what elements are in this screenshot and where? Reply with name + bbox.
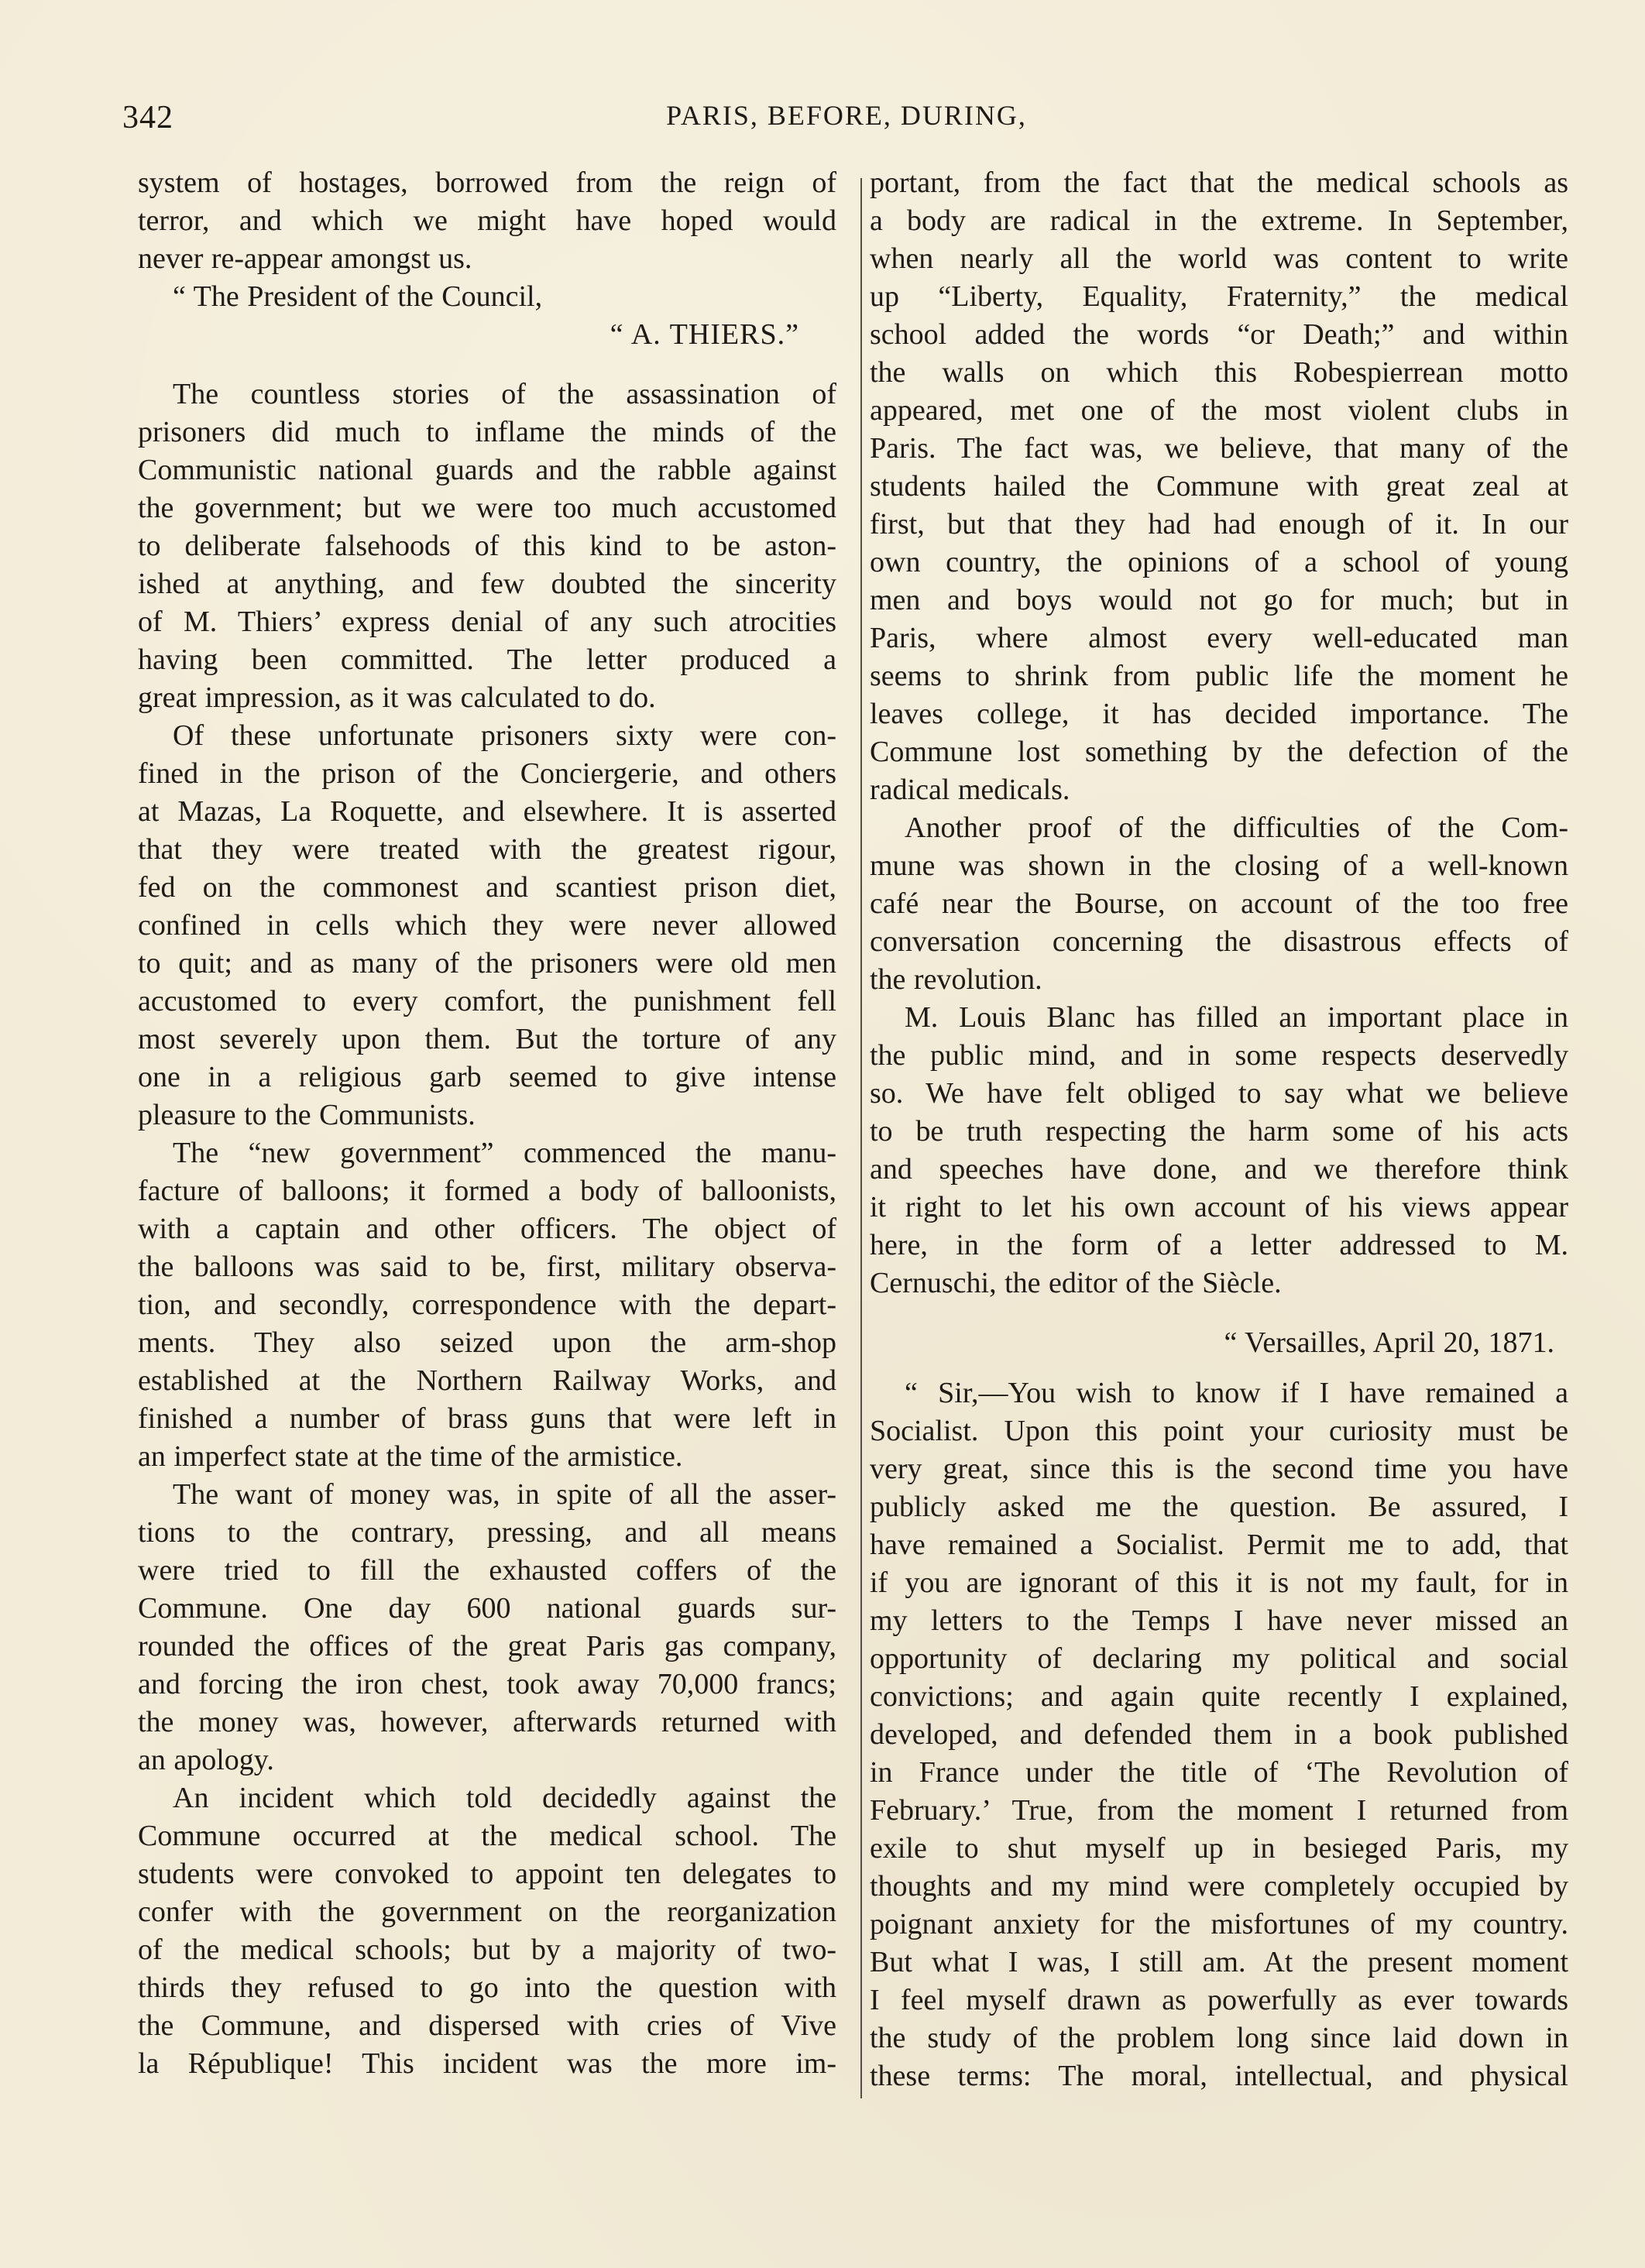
text-line: radical medicals.: [870, 774, 1070, 806]
text-line: established at the Northern Railway Works, and: [138, 1364, 836, 1397]
text-line: café near the Bourse, on account of the too free: [870, 887, 1568, 920]
text-line: my letters to the Temps I have never missed an: [870, 1604, 1568, 1637]
text-line: if you are ignorant of this it is not my fault, for in: [870, 1566, 1568, 1599]
text-line: terror, and which we might have hoped would: [138, 204, 836, 237]
text-line: that they were treated with the greatest rigour,: [138, 833, 836, 866]
text-line: these terms: The moral, intellectual, and physical: [870, 2060, 1568, 2092]
text-line: Commune occurred at the medical school. The: [138, 1820, 836, 1852]
text-line: The “new government” commenced the manu-: [173, 1137, 836, 1169]
text-line: pleasure to the Communists.: [138, 1099, 476, 1131]
page-number: 342: [122, 100, 173, 136]
text-line: the study of the problem long since laid down in: [870, 2022, 1568, 2054]
text-line: tions to the contrary, pressing, and all means: [138, 1516, 836, 1549]
text-line: the money was, however, afterwards returned with: [138, 1706, 836, 1738]
text-line: school added the words “or Death;” and within: [870, 318, 1568, 351]
text-line: thirds they refused to go into the question with: [138, 1971, 836, 2004]
text-line: prisoners did much to inflame the minds of the: [138, 416, 836, 448]
text-line: “ The President of the Council,: [173, 280, 543, 313]
text-line: of the medical schools; but by a majority of two-: [138, 1933, 836, 1966]
column-divider: [860, 178, 862, 2098]
text-line: have remained a Socialist. Permit me to add, that: [870, 1529, 1568, 1561]
text-line: poignant anxiety for the misfortunes of my country.: [870, 1908, 1568, 1940]
text-line: men and boys would not go for much; but in: [870, 584, 1568, 616]
text-line: the balloons was said to be, first, military observa-: [138, 1251, 836, 1283]
text-line: conversation concerning the disastrous effects of: [870, 925, 1568, 958]
text-line: so. We have felt obliged to say what we believe: [870, 1077, 1568, 1110]
text-line: fed on the commonest and scantiest prison diet,: [138, 871, 836, 904]
text-line: ished at anything, and few doubted the sincerity: [138, 568, 836, 600]
text-line: Communistic national guards and the rabble against: [138, 454, 836, 486]
text-line: facture of balloons; it formed a body of balloonists,: [138, 1175, 836, 1207]
text-line: the Commune, and dispersed with cries of Vive: [138, 2009, 836, 2042]
text-line: seems to shrink from public life the moment he: [870, 660, 1568, 692]
text-line: an imperfect state at the time of the armistice.: [138, 1440, 683, 1473]
text-line: portant, from the fact that the medical schools as: [870, 166, 1568, 199]
text-line: la République! This incident was the more im-: [138, 2047, 836, 2080]
text-line: I feel myself drawn as powerfully as ever towards: [870, 1984, 1568, 2016]
text-line: of M. Thiers’ express denial of any such atrocities: [138, 606, 836, 638]
text-line: system of hostages, borrowed from the reign of: [138, 166, 836, 199]
left-text-column: [138, 164, 836, 2115]
text-line: never re-appear amongst us.: [138, 242, 472, 275]
text-line: very great, since this is the second time you have: [870, 1453, 1568, 1485]
text-line: “ Versailles, April 20, 1871.: [1224, 1326, 1554, 1359]
text-line: Cernuschi, the editor of the Siècle.: [870, 1267, 1282, 1299]
text-line: fined in the prison of the Conciergerie, and others: [138, 757, 836, 790]
text-line: the government; but we were too much accustomed: [138, 492, 836, 524]
text-line: Commune. One day 600 national guards sur-: [138, 1592, 836, 1625]
text-line: Commune lost something by the defection of the: [870, 736, 1568, 768]
text-line: accustomed to every comfort, the punishment fell: [138, 985, 836, 1017]
text-line: at Mazas, La Roquette, and elsewhere. It is asserted: [138, 795, 836, 828]
text-line: An incident which told decidedly against the: [173, 1782, 836, 1814]
running-title: PARIS, BEFORE, DURING,: [666, 100, 1027, 131]
text-line: to quit; and as many of the prisoners were old men: [138, 947, 836, 980]
text-line: Another proof of the difficulties of the Com-: [905, 811, 1568, 844]
text-line: to deliberate falsehoods of this kind to be aston-: [138, 530, 836, 562]
text-line: “ A. THIERS.”: [610, 318, 799, 351]
text-line: appeared, met one of the most violent clubs in: [870, 394, 1568, 427]
text-line: opportunity of declaring my political and social: [870, 1642, 1568, 1675]
text-line: tion, and secondly, correspondence with the depart-: [138, 1288, 836, 1321]
text-line: rounded the offices of the great Paris gas company,: [138, 1630, 836, 1662]
text-line: students hailed the Commune with great zeal at: [870, 470, 1568, 503]
text-line: ments. They also seized upon the arm-shop: [138, 1326, 836, 1359]
text-line: own country, the opinions of a school of young: [870, 546, 1568, 578]
text-line: with a captain and other officers. The object of: [138, 1213, 836, 1245]
text-line: leaves college, it has decided importance. The: [870, 698, 1568, 730]
text-line: M. Louis Blanc has filled an important place in: [905, 1001, 1568, 1034]
text-line: first, but that they had had enough of it. In our: [870, 508, 1568, 540]
text-line: The want of money was, in spite of all the asser-: [173, 1478, 836, 1511]
text-line: confer with the government on the reorganization: [138, 1896, 836, 1928]
text-line: up “Liberty, Equality, Fraternity,” the medical: [870, 280, 1568, 313]
text-line: and forcing the iron chest, took away 70,000 francs;: [138, 1668, 836, 1700]
text-line: mune was shown in the closing of a well-known: [870, 849, 1568, 882]
text-line: one in a religious garb seemed to give intense: [138, 1061, 836, 1093]
text-line: Socialist. Upon this point your curiosity must be: [870, 1415, 1568, 1447]
text-line: here, in the form of a letter addressed to M.: [870, 1229, 1568, 1261]
text-line: publicly asked me the question. Be assured, I: [870, 1491, 1568, 1523]
right-text-column: [870, 164, 1568, 2115]
text-line: to be truth respecting the harm some of his acts: [870, 1115, 1568, 1148]
text-line: Paris. The fact was, we believe, that many of the: [870, 432, 1568, 465]
text-line: The countless stories of the assassination of: [173, 378, 836, 410]
text-line: it right to let his own account of his views appear: [870, 1191, 1568, 1223]
text-line: most severely upon them. But the torture of any: [138, 1023, 836, 1055]
text-line: convictions; and again quite recently I explained,: [870, 1680, 1568, 1713]
text-line: students were convoked to appoint ten delegates to: [138, 1858, 836, 1890]
text-line: the public mind, and in some respects deservedly: [870, 1039, 1568, 1072]
text-line: But what I was, I still am. At the present moment: [870, 1946, 1568, 1978]
text-line: in France under the title of ‘The Revolution of: [870, 1756, 1568, 1789]
text-line: when nearly all the world was content to write: [870, 242, 1568, 275]
text-line: a body are radical in the extreme. In September,: [870, 204, 1568, 237]
text-line: Of these unfortunate prisoners sixty were con-: [173, 719, 836, 752]
text-line: exile to shut myself up in besieged Paris, my: [870, 1832, 1568, 1865]
text-line: and speeches have done, and we therefore think: [870, 1153, 1568, 1185]
text-line: February.’ True, from the moment I returned from: [870, 1794, 1568, 1827]
page-header: [122, 99, 1571, 146]
text-line: finished a number of brass guns that were left in: [138, 1402, 836, 1435]
text-line: “ Sir,—You wish to know if I have remained a: [905, 1377, 1568, 1409]
text-line: were tried to fill the exhausted coffers of the: [138, 1554, 836, 1587]
text-line: thoughts and my mind were completely occupied by: [870, 1870, 1568, 1903]
text-line: developed, and defended them in a book published: [870, 1718, 1568, 1751]
text-line: the walls on which this Robespierrean motto: [870, 356, 1568, 389]
text-line: having been committed. The letter produced a: [138, 643, 836, 676]
text-line: the revolution.: [870, 963, 1042, 996]
text-line: an apology.: [138, 1744, 274, 1776]
text-line: Paris, where almost every well-educated man: [870, 622, 1568, 654]
text-line: great impression, as it was calculated to do.: [138, 681, 656, 714]
text-line: confined in cells which they were never allowed: [138, 909, 836, 942]
